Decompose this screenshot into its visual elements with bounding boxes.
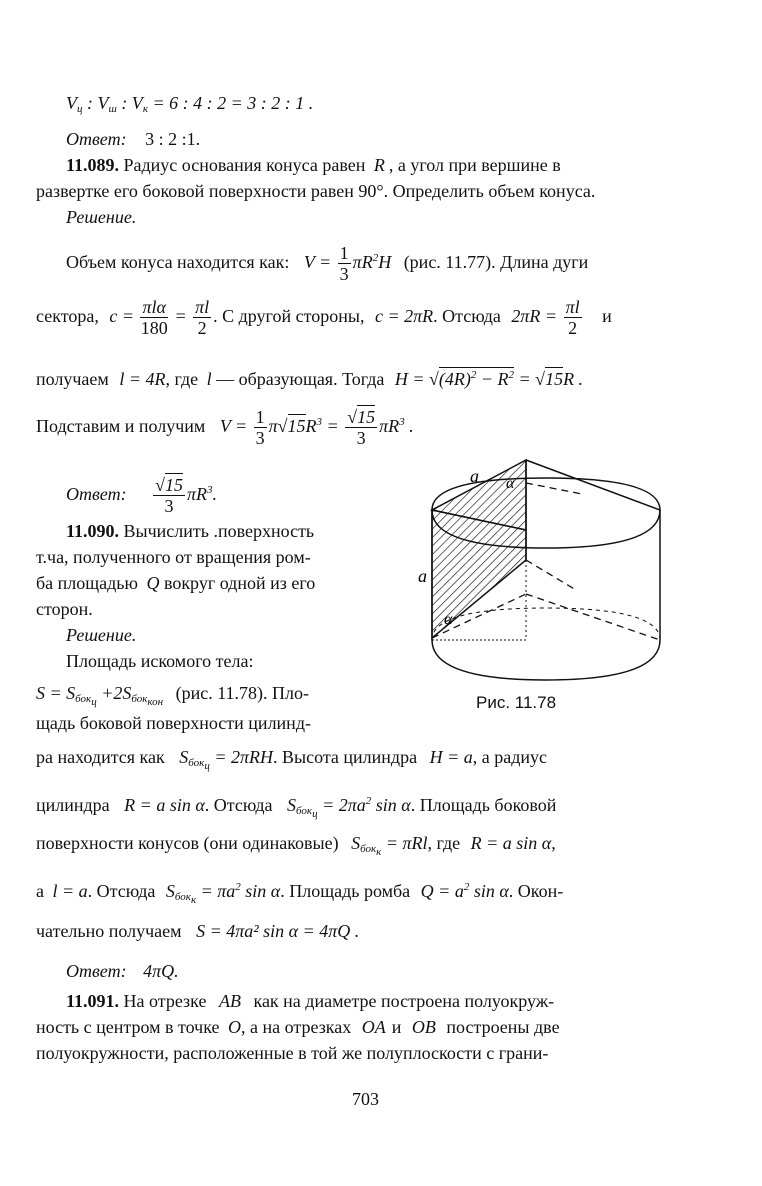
text: и bbox=[602, 306, 612, 326]
math: R = a sin α, bbox=[470, 833, 556, 853]
figure-caption: Рис. 11.78 bbox=[476, 693, 557, 712]
problem-text: , а угол при вершине в bbox=[388, 155, 561, 175]
volume-formula-line: Объем конуса находится как: V = $\frac{1}{3}$ $\pi R^2H$ (рис. 11.77). Длина дуги bbox=[66, 243, 589, 285]
volume-ratio: $V_ц$ : $V_ш$ : $V_к = 6$ : 4 : 2 = 3 : 2 : 1 . bbox=[66, 93, 314, 115]
math: l = a bbox=[52, 881, 88, 901]
label-alpha-bottom: α bbox=[444, 611, 453, 628]
text: получаем bbox=[36, 369, 109, 389]
answer-3 bbox=[66, 960, 179, 982]
text: и bbox=[391, 1017, 402, 1037]
label-alpha-top: α bbox=[506, 475, 515, 492]
cone-area-line: поверхности конусов (они одинаковые) $S_{бок_к} = \pi Rl$, где R = a sin α, bbox=[36, 833, 556, 858]
answer-value: 4πQ. bbox=[143, 961, 179, 981]
text: сектора, bbox=[36, 306, 99, 326]
problem-090-line-3 bbox=[36, 572, 315, 594]
text: . С другой стороны, bbox=[213, 306, 365, 326]
area-formula: $S = S_{бок_ц} +2S_{бок_{кон}}$ (рис. 11.78). Пло- bbox=[36, 683, 310, 708]
fraction: $\frac{\pi l}{2}$ bbox=[195, 297, 210, 339]
area-intro: Площадь искомого тела: bbox=[66, 651, 254, 671]
fraction-one-third: $\frac{1}{3}$ bbox=[339, 243, 349, 285]
problem-090-line-2: т.ча, полученного от вращения ром- bbox=[36, 547, 311, 567]
fraction: $\frac{√15}{3}$ bbox=[155, 475, 183, 517]
text: . Отсюда bbox=[204, 795, 273, 815]
fraction: $\frac{√15}{3}$ bbox=[347, 407, 376, 449]
figure-cylinder-cones bbox=[418, 458, 680, 718]
math: S = 4πa² sin α = 4πQ . bbox=[196, 921, 360, 941]
area-line-2: щадь боковой поверхности цилинд- bbox=[36, 713, 311, 733]
math: l = 4R bbox=[119, 369, 166, 389]
fraction: $\frac{1}{3}$ bbox=[255, 407, 265, 449]
math: R = a sin α bbox=[124, 795, 205, 815]
math: OB bbox=[411, 1017, 436, 1037]
sector-formula-line: сектора, c = $\frac{\text{πlα}}{180}$ = $\frac{\pi l}{2}$ . С другой стороны, c = 2πR. Отсюда 2πR = $\frac{\pi l}{2}$ и bbox=[36, 297, 612, 339]
problem-091-line-1 bbox=[66, 990, 554, 1012]
text: чательно получаем bbox=[36, 921, 182, 941]
rhombus-line: а l = a. Отсюда $S_{бок_к} = \pi a^2$ sin α. Площадь ромба $Q = a^2$ sin α. Окон- bbox=[36, 881, 564, 906]
math: AB bbox=[218, 991, 241, 1011]
solution-label: Решение. bbox=[66, 625, 137, 645]
text: , где bbox=[427, 833, 461, 853]
answer-label: Ответ: bbox=[66, 129, 127, 149]
page-number: 703 bbox=[352, 1089, 379, 1109]
problem-090-line-4: сторон. bbox=[36, 599, 93, 619]
math: c = 2πR bbox=[374, 306, 434, 326]
generator-line: получаем l = 4R, где l — образующая. Тогда $H = √(4R)^2 - R^2 = √15R$ . bbox=[36, 369, 584, 389]
text: поверхности конусов (они одинаковые) bbox=[36, 833, 339, 853]
math-R: R bbox=[373, 155, 385, 175]
problem-text: Радиус основания конуса равен bbox=[119, 155, 370, 175]
text: цилиндра bbox=[36, 795, 110, 815]
text: , а на отрезках bbox=[241, 1017, 352, 1037]
problem-090-line-1 bbox=[66, 520, 314, 542]
fraction: $\frac{\pi l}{2}$ bbox=[565, 297, 580, 339]
text: ность с центром в точке bbox=[36, 1017, 220, 1037]
math: OA bbox=[361, 1017, 386, 1037]
text: . Площадь боковой bbox=[410, 795, 557, 815]
text: ба площадью bbox=[36, 573, 138, 593]
problem-text: На отрезке bbox=[119, 991, 207, 1011]
cylinder-area-line: ра находится как $S_{бок_ц} = 2\pi RH$. Высота цилиндра H = a, а радиус bbox=[36, 747, 547, 772]
math: l bbox=[206, 369, 212, 389]
final-line bbox=[36, 920, 359, 942]
text: , где bbox=[165, 369, 199, 389]
label-a-side: a bbox=[418, 566, 427, 586]
text: (рис. 11.77). Длина дуги bbox=[403, 252, 589, 272]
problem-089-line-2: развертке его боковой поверхности равен 90°. Определить объем конуса. bbox=[36, 181, 596, 201]
answer-2: Ответ: $\frac{√15}{3}$ $\pi R^3$. bbox=[66, 475, 217, 517]
text: , а радиус bbox=[472, 747, 547, 767]
math: H = a bbox=[429, 747, 473, 767]
solution-label: Решение. bbox=[66, 207, 137, 227]
text: ра находится как bbox=[36, 747, 165, 767]
text: Объем конуса находится как: bbox=[66, 252, 290, 272]
answer-1 bbox=[66, 128, 200, 150]
problem-091-line-2 bbox=[36, 1016, 560, 1038]
text: — образующая. Тогда bbox=[211, 369, 385, 389]
text: . Площадь ромба bbox=[280, 881, 411, 901]
problem-089-line-1 bbox=[66, 154, 561, 176]
text: а bbox=[36, 881, 44, 901]
text: построены две bbox=[441, 1017, 560, 1037]
text: . Окон- bbox=[508, 881, 564, 901]
cylinder-radius-line: цилиндра R = a sin α. Отсюда $S_{бок_ц} = 2\pi a^2$ sin α. Площадь боковой bbox=[36, 795, 557, 820]
problem-text: как на диаметре построена полуокруж- bbox=[248, 991, 555, 1011]
text: . Высота цилиндра bbox=[272, 747, 418, 767]
problem-number: 11.089. bbox=[66, 155, 120, 175]
math: O bbox=[228, 1017, 242, 1037]
text: . Отсюда bbox=[433, 306, 501, 326]
label-a-top: a bbox=[470, 466, 479, 486]
answer-value: 3 : 2 :1. bbox=[145, 129, 201, 149]
answer-label: Ответ: bbox=[66, 961, 127, 981]
substitute-line: Подставим и получим V = $\frac{1}{3}$ $\pi√15R^3$ = $\frac{√15}{3}$ $\pi R^3$ . bbox=[36, 407, 414, 449]
fraction: $\frac{\text{πlα}}{180}$ bbox=[140, 297, 168, 339]
text: вокруг одной из его bbox=[159, 573, 316, 593]
problem-number: 11.091. bbox=[66, 991, 120, 1011]
problem-091-line-3: полуокружности, расположенные в той же полуплоскости с грани- bbox=[36, 1043, 549, 1063]
text: (рис. 11.78). Пло- bbox=[175, 683, 310, 703]
text: . Отсюда bbox=[87, 881, 156, 901]
text: Подставим и получим bbox=[36, 416, 206, 436]
problem-text: Вычислить .поверхность bbox=[119, 521, 315, 541]
problem-number: 11.090. bbox=[66, 521, 120, 541]
math-Q: Q bbox=[146, 573, 160, 593]
answer-label: Ответ: bbox=[66, 484, 127, 504]
